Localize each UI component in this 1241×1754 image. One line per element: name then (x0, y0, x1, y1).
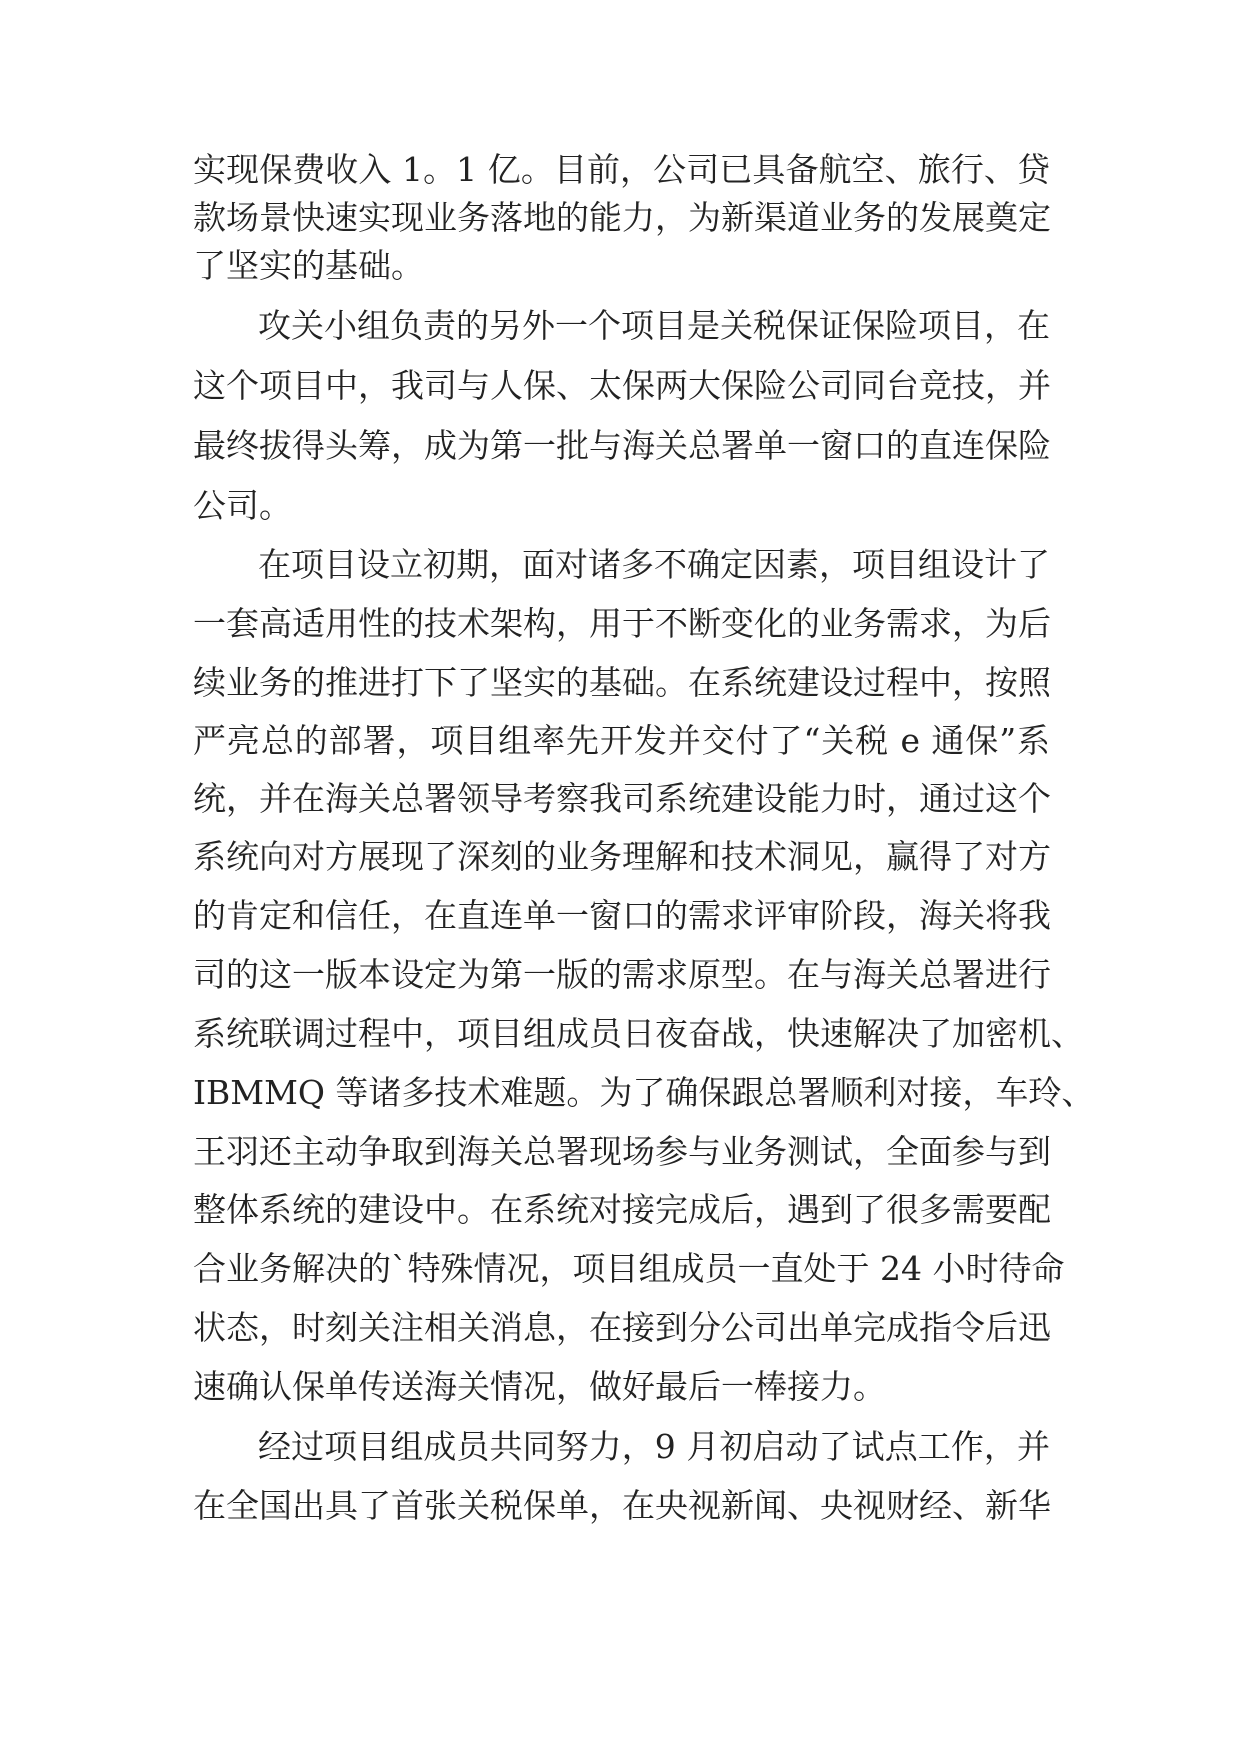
text-line: 速确认保单传送海关情况，做好最后一棒接力。 (193, 1367, 886, 1406)
text-line: 严亮总的部署，项目组率先开发并交付了“关税 e 通保”系 (193, 721, 1050, 760)
text-line: 合业务解决的`特殊情况，项目组成员一直处于 24 小时待命 (193, 1249, 1065, 1288)
text-line: 款场景快速实现业务落地的能力，为新渠道业务的发展奠定 (193, 198, 1051, 237)
text-line: 统，并在海关总署领导考察我司系统建设能力时，通过这个 (193, 779, 1051, 818)
text-line: 最终拔得头筹，成为第一批与海关总署单一窗口的直连保险 (193, 426, 1051, 465)
paragraph-first-line: 攻关小组负责的另外一个项目是关税保证保险项目，在 (258, 306, 1050, 345)
paragraph-first-line: 经过项目组成员共同努力，9 月初启动了试点工作，并 (258, 1427, 1050, 1466)
text-line: 状态，时刻关注相关消息，在接到分公司出单完成指令后迅 (193, 1308, 1051, 1347)
paragraph-first-line: 在项目设立初期，面对诸多不确定因素，项目组设计了 (258, 545, 1050, 584)
text-line: 了坚实的基础。 (193, 246, 424, 285)
text-line: 这个项目中，我司与人保、太保两大保险公司同台竞技，并 (193, 366, 1051, 405)
text-line: IBMMQ 等诸多技术难题。为了确保跟总署顺利对接，车玲、 (193, 1073, 1095, 1112)
text-line: 公司。 (193, 486, 292, 525)
text-line: 的肯定和信任，在直连单一窗口的需求评审阶段，海关将我 (193, 896, 1051, 935)
text-line: 司的这一版本设定为第一版的需求原型。在与海关总署进行 (193, 955, 1051, 994)
text-line: 在全国出具了首张关税保单，在央视新闻、央视财经、新华 (193, 1486, 1051, 1525)
text-line: 整体系统的建设中。在系统对接完成后，遇到了很多需要配 (193, 1190, 1051, 1229)
text-line: 一套高适用性的技术架构，用于不断变化的业务需求，为后 (193, 604, 1051, 643)
text-line: 系统联调过程中，项目组成员日夜奋战，快速解决了加密机、 (193, 1014, 1084, 1053)
text-line: 实现保费收入 1。1 亿。目前，公司已具备航空、旅行、贷 (193, 150, 1050, 189)
text-line: 续业务的推进打下了坚实的基础。在系统建设过程中，按照 (193, 663, 1051, 702)
text-line: 王羽还主动争取到海关总署现场参与业务测试，全面参与到 (193, 1132, 1051, 1171)
text-line: 系统向对方展现了深刻的业务理解和技术洞见，赢得了对方 (193, 837, 1051, 876)
